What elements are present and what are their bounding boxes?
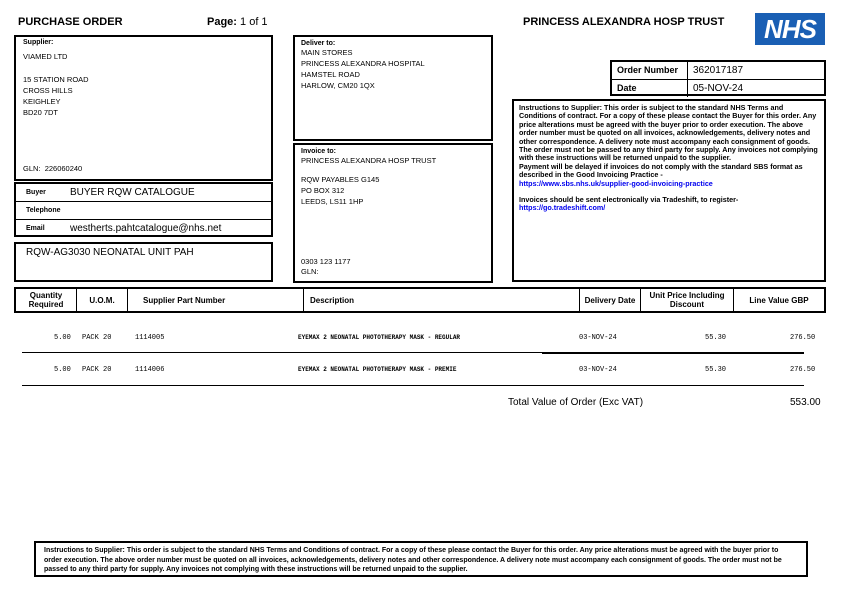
payment-text: Payment will be delayed if invoices do not comply with the standard SBS format as described in the Good Invoicing Practice -	[519, 161, 803, 180]
row-desc: EYEMAX 2 NEONATAL PHOTOTHERAPY MASK - PREMIE	[298, 366, 457, 373]
col-uom: U.O.M.	[77, 289, 128, 311]
instructions-text: Instructions to Supplier: This order is subject to the standard NHS Terms and Conditions of contract. For a copy of these please contact the Buyer for this order. Any price alterations must be agreed with the buyer prior to order execution. The above order number must be quoted on all invoices, acknowledgements, delivery notes and other correspondence. A delivery note must accompany each consignment of goods. The order must not be passed to any third party for supply. Any invoices not complying with these instructions will be returned unpaid to the supplier.	[519, 103, 818, 163]
col-delivery-date: Delivery Date	[580, 289, 641, 311]
gln-value: 226060240	[44, 164, 83, 173]
table-row	[22, 366, 826, 380]
invoice-to-contact	[301, 257, 351, 277]
row-part: 1114006	[135, 366, 165, 374]
supplier-address-line: BD20 7DT	[23, 108, 59, 117]
col-unit-price: Unit Price Including Discount	[641, 289, 734, 311]
document-title: PURCHASE ORDER	[18, 16, 123, 28]
page-value: 1 of 1	[240, 16, 268, 28]
deliver-to-line: PRINCESS ALEXANDRA HOSPITAL	[301, 59, 425, 68]
deliver-to-address	[301, 47, 485, 91]
email-label: Email	[26, 225, 45, 232]
row-price: 55.30	[705, 334, 727, 342]
supplier-instructions-box	[512, 99, 826, 282]
supplier-box	[14, 35, 273, 181]
row-value: 276.50	[790, 334, 816, 342]
order-number-label: Order Number	[612, 62, 688, 79]
total-value: 553.00	[790, 397, 821, 408]
invoice-to-line: PO BOX 312	[301, 186, 345, 195]
order-date-row	[612, 80, 824, 97]
supplier-address-line: KEIGHLEY	[23, 97, 61, 106]
row-price: 55.30	[705, 366, 727, 374]
supplier-address-line: 15 STATION ROAD	[23, 75, 89, 84]
row-desc: EYEMAX 2 NEONATAL PHOTOTHERAPY MASK - REGULAR	[298, 334, 461, 341]
invoice-to-gln-label: GLN:	[301, 267, 319, 276]
order-info-table	[610, 60, 826, 96]
footer-instructions: Instructions to Supplier: This order is subject to the standard NHS Terms and Conditions of contract. For a copy of these please contact the Buyer for this order. Any price alterations must be agreed with the buyer prior to order execution. The above order number must be quoted on all invoices, acknowledgements, delivery notes and other correspondence. A delivery note must accompany each consignment of goods. The order must not be passed to any third party for supply. Any invoices not complying with these instructions will be returned unpaid to the supplier.	[44, 547, 782, 573]
row-delivery: 03-NOV-24	[579, 366, 617, 374]
sbs-link[interactable]: https://www.sbs.nhs.uk/supplier-good-invoicing-practice	[519, 178, 713, 188]
invoice-to-label: Invoice to:	[301, 148, 337, 155]
tradeshift-text: Invoices should be sent electronically via Tradeshift, to register-	[519, 195, 739, 205]
supplier-address	[23, 74, 264, 118]
row-uom: PACK 20	[82, 366, 112, 374]
col-part-number: Supplier Part Number	[128, 289, 304, 311]
total-label: Total Value of Order (Exc VAT)	[508, 397, 644, 408]
page-label: Page:	[207, 16, 237, 28]
invoice-to-phone: 0303 123 1177	[301, 257, 351, 266]
row-value: 276.50	[790, 366, 816, 374]
page-indicator	[207, 16, 268, 28]
deliver-to-line: HAMSTEL ROAD	[301, 70, 360, 79]
email-value[interactable]: westherts.pahtcatalogue@nhs.net	[70, 223, 222, 234]
col-description: Description	[304, 289, 580, 311]
supplier-name: VIAMED LTD	[23, 52, 68, 61]
footer-instructions-box	[34, 541, 808, 577]
row-qty: 5.00	[54, 334, 71, 342]
email-row	[16, 220, 271, 237]
telephone-label: Telephone	[26, 207, 61, 214]
row-divider	[22, 385, 804, 386]
row-divider	[542, 352, 804, 354]
invoice-to-line: LEEDS, LS11 1HP	[301, 197, 364, 206]
telephone-row	[16, 202, 271, 220]
order-date-value: 05-NOV-24	[693, 83, 744, 94]
row-uom: PACK 20	[82, 334, 112, 342]
row-divider	[22, 352, 542, 353]
supplier-gln	[23, 164, 82, 173]
row-qty: 5.00	[54, 366, 71, 374]
trust-name: PRINCESS ALEXANDRA HOSP TRUST	[523, 16, 725, 28]
supplier-address-line: CROSS HILLS	[23, 86, 73, 95]
deliver-to-box	[293, 35, 493, 141]
deliver-to-line: HARLOW, CM20 1QX	[301, 81, 375, 90]
invoice-to-address	[301, 174, 485, 207]
buyer-label: Buyer	[26, 189, 46, 196]
buyer-row	[16, 184, 271, 202]
cost-centre: RQW-AG3030 NEONATAL UNIT PAH	[26, 247, 194, 258]
col-line-value: Line Value GBP	[749, 295, 809, 305]
row-part: 1114005	[135, 334, 165, 342]
tradeshift-link[interactable]: https://go.tradeshift.com/	[519, 203, 606, 213]
deliver-to-line: MAIN STORES	[301, 48, 353, 57]
buyer-value: BUYER RQW CATALOGUE	[70, 187, 195, 198]
nhs-logo: NHS	[755, 13, 825, 45]
col-quantity: Quantity Required	[16, 289, 77, 311]
line-items-header	[14, 287, 826, 313]
order-number-row	[612, 62, 824, 80]
invoice-to-line: RQW PAYABLES G145	[301, 175, 380, 184]
supplier-label: Supplier:	[23, 39, 54, 46]
gln-label: GLN:	[23, 164, 41, 173]
buyer-box	[14, 182, 273, 237]
order-number-value: 362017187	[693, 65, 744, 76]
deliver-to-label: Deliver to:	[301, 40, 336, 47]
row-delivery: 03-NOV-24	[579, 334, 617, 342]
table-row	[22, 334, 826, 348]
order-date-label: Date	[612, 80, 688, 97]
invoice-to-box	[293, 143, 493, 283]
invoice-to-name: PRINCESS ALEXANDRA HOSP TRUST	[301, 156, 437, 165]
cost-centre-box	[14, 242, 273, 282]
